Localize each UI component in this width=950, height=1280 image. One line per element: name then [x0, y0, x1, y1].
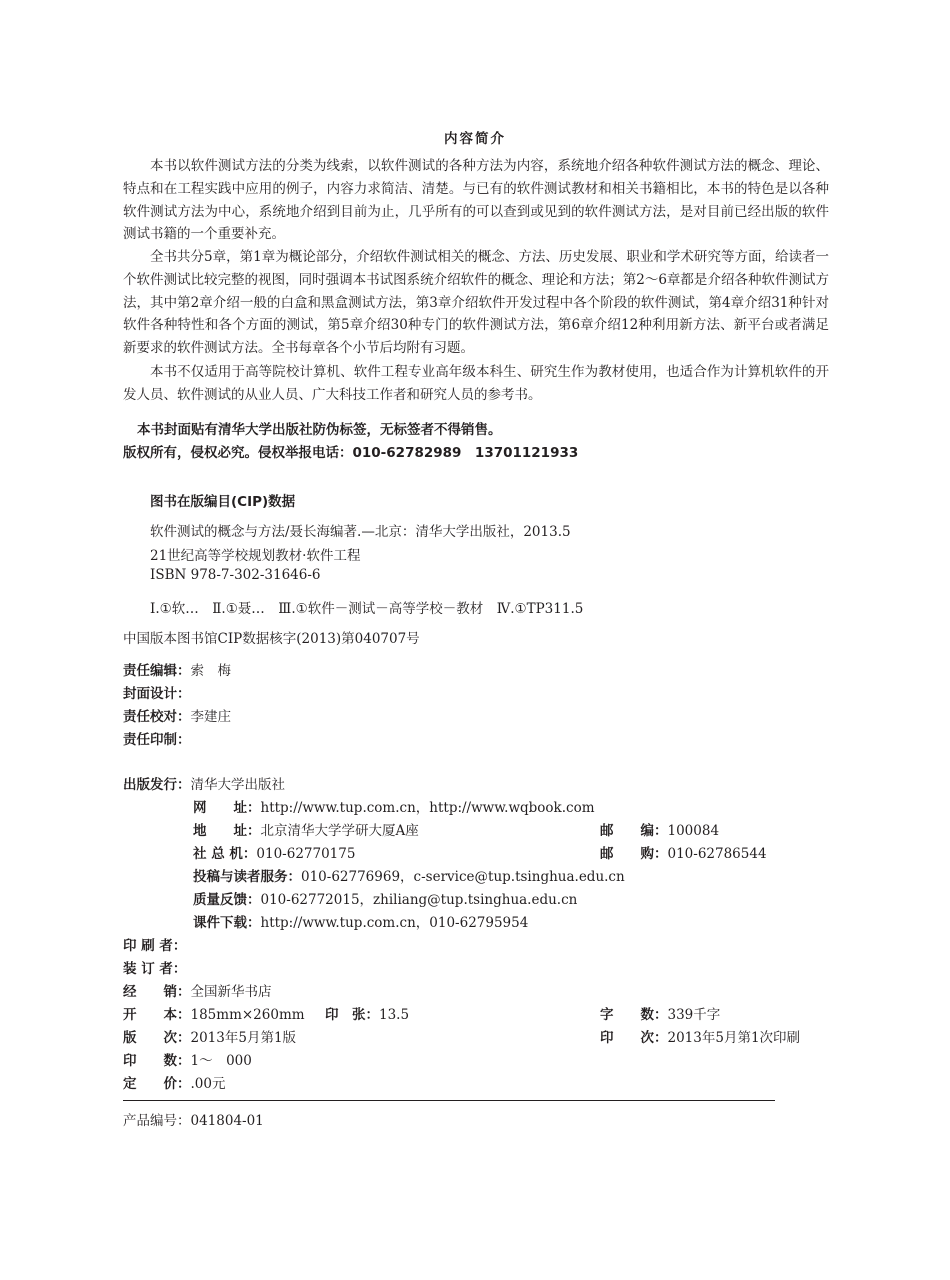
distributor-label: 经 销：: [123, 984, 191, 1000]
publisher-mail-label: 邮 购：: [600, 846, 668, 862]
copies-label: 印 数：: [123, 1053, 191, 1069]
publisher-address: [193, 819, 419, 839]
staff-editor: [123, 659, 231, 679]
format-value: 185mm×260mm: [190, 1007, 305, 1023]
copies-row: [123, 1049, 252, 1069]
publisher-courseware: [193, 911, 528, 931]
publisher-mail-value: 010-62786544: [667, 846, 767, 862]
cip-isbn: ISBN 978-7-302-31646-6: [150, 567, 321, 583]
price-value: .00元: [190, 1076, 226, 1092]
cip-subjects: Ⅰ.①软… Ⅱ.①聂… Ⅲ.①软件－测试－高等学校－教材 Ⅳ.①TP311.5: [150, 601, 584, 617]
publisher-switchboard-value: 010-62770175: [256, 846, 356, 862]
cip-line-series: 21世纪高等学校规划教材·软件工程: [150, 548, 361, 564]
publisher-courseware-label: 课件下载：: [193, 915, 261, 931]
binder-row: [123, 957, 186, 977]
cip-heading: 图书在版编目(CIP)数据: [150, 494, 296, 510]
intro-paragraph-2: 全书共分5章，第1章为概论部分，介绍软件测试相关的概念、方法、历史发展、职业和学术研究等方面，给读者一个软件测试比较完整的视图，同时强调本书试图系统介绍软件的概念、理论和方法；第2～6章都是介绍各种软件测试方法，其中第2章介绍一般的白盒和黑盒测试方法，第3章介绍软件开发过程中各个阶段的软件测试，第4章介绍31种针对软件各种特性和各个方面的测试，第5章介绍30种专门的软件测试方法，第6章介绍12种利用新方法、新平台或者满足新要求的软件测试方法。全书每章各个小节后均附有习题。: [123, 249, 829, 357]
publisher-address-label: 地 址：: [193, 823, 261, 839]
copyright-notice: 版权所有，侵权必究。侵权举报电话：010-62782989 13701121933: [123, 445, 579, 461]
sheets-value: 13.5: [379, 1007, 410, 1023]
edition-label: 版 次：: [123, 1030, 191, 1046]
publisher-submission-value: 010-62776969，c-service@tup.tsinghua.edu.cn: [301, 869, 625, 885]
product-code: 产品编号：041804-01: [123, 1113, 264, 1129]
staff-proofreader-label: 责任校对：: [123, 709, 191, 725]
edition-value: 2013年5月第1版: [190, 1030, 297, 1046]
publisher-zip: [600, 819, 719, 839]
anti-counterfeit-notice: 本书封面贴有清华大学出版社防伪标签，无标签者不得销售。: [137, 422, 502, 438]
page-title: 内容简介: [444, 131, 506, 147]
format-label: 开 本：: [123, 1007, 191, 1023]
footer-divider: [123, 1100, 775, 1101]
publisher-quality-value: 010-62772015，zhiliang@tup.tsinghua.edu.cn: [260, 892, 578, 908]
publisher-address-value: 北京清华大学学研大厦A座: [260, 823, 419, 839]
publisher-switchboard-label: 社 总 机：: [193, 846, 257, 862]
binder-label: 装 订 者：: [123, 961, 187, 977]
edition-row: [123, 1026, 296, 1046]
publisher-value: 清华大学出版社: [190, 777, 285, 793]
staff-editor-label: 责任编辑：: [123, 663, 191, 679]
publisher-web-label: 网 址：: [193, 800, 261, 816]
publisher-submission-label: 投稿与读者服务：: [193, 869, 301, 885]
price-row: [123, 1072, 225, 1092]
staff-printing-label: 责任印制：: [123, 732, 191, 748]
staff-editor-value: 索 梅: [190, 663, 231, 679]
publisher-label: 出版发行：: [123, 777, 191, 793]
publisher-mail-order: [600, 842, 767, 862]
publisher-quality-feedback: [193, 888, 577, 908]
price-label: 定 价：: [123, 1076, 191, 1092]
word-count-label: 字 数：: [600, 1007, 668, 1023]
word-count-value: 339千字: [667, 1007, 721, 1023]
printing-value: 2013年5月第1次印刷: [667, 1030, 801, 1046]
staff-proofreader: [123, 705, 231, 725]
format-row: [123, 1003, 305, 1023]
intro-paragraph-3: 本书不仅适用于高等院校计算机、软件工程专业高年级本科生、研究生作为教材使用，也适合作为计算机软件的开发人员、软件测试的从业人员、广大科技工作者和研究人员的参考书。: [123, 364, 829, 403]
publisher-courseware-value: http://www.tup.com.cn，010-62795954: [260, 915, 529, 931]
intro-paragraph-1: 本书以软件测试方法的分类为线索，以软件测试的各种方法为内容，系统地介绍各种软件测试方法的概念、理论、特点和在工程实践中应用的例子，内容力求简洁、清楚。与已有的软件测试教材和相关书籍相比，本书的特色是以各种软件测试方法为中心，系统地介绍到目前为止，几乎所有的可以查到或见到的软件测试方法，是对目前已经出版的软件测试书籍的一个重要补充。: [123, 158, 829, 243]
publisher-zip-value: 100084: [667, 823, 720, 839]
staff-proofreader-value: 李建庄: [190, 709, 231, 725]
sheets-row: [325, 1003, 409, 1023]
distributor-value: 全国新华书店: [190, 984, 272, 1000]
cip-line-title: 软件测试的概念与方法/聂长海编著.—北京：清华大学出版社，2013.5: [150, 524, 571, 540]
printer-label: 印 刷 者：: [123, 938, 187, 954]
staff-cover-design: [123, 682, 191, 702]
publisher-submission: [193, 865, 625, 885]
copies-value: 1～ 000: [190, 1053, 252, 1069]
publisher-web-value: http://www.tup.com.cn，http://www.wqbook.com: [260, 800, 595, 816]
publisher-quality-label: 质量反馈：: [193, 892, 261, 908]
printing-row: [600, 1026, 800, 1046]
publisher-switchboard: [193, 842, 355, 862]
staff-printing: [123, 728, 191, 748]
printer-row: [123, 934, 186, 954]
printing-label: 印 次：: [600, 1030, 668, 1046]
publisher-row: [123, 773, 285, 793]
staff-cover-label: 封面设计：: [123, 686, 191, 702]
publisher-zip-label: 邮 编：: [600, 823, 668, 839]
sheets-label: 印 张：: [325, 1007, 379, 1023]
word-count-row: [600, 1003, 720, 1023]
cip-check-number: 中国版本图书馆CIP数据核字(2013)第040707号: [123, 631, 420, 647]
distributor-row: [123, 980, 272, 1000]
publisher-web: [193, 796, 595, 816]
